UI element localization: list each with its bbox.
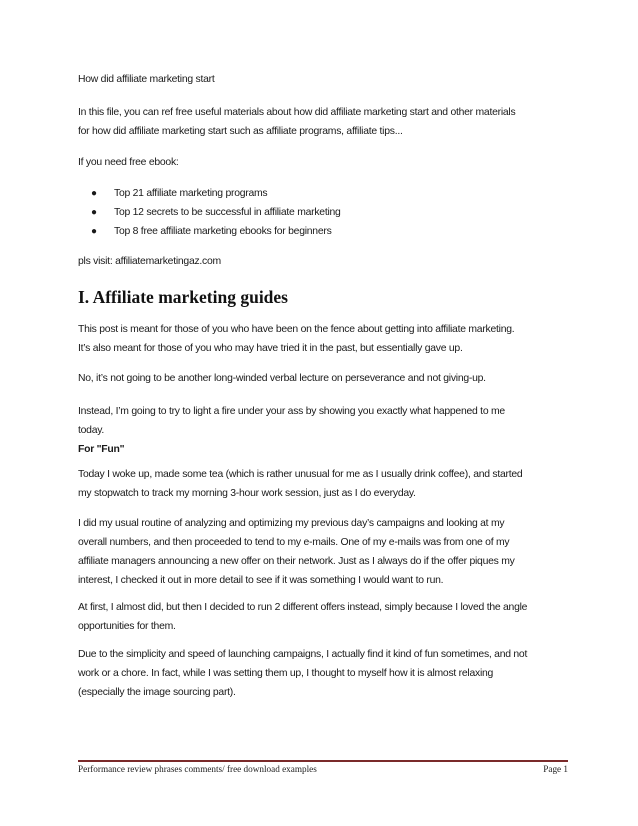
page-number: Page 1: [543, 764, 568, 774]
ebook-prompt: If you need free ebook:: [78, 157, 179, 168]
list-item: ● Top 8 free affiliate marketing ebooks for beginners: [78, 222, 568, 241]
paragraph-7: Due to the simplicity and speed of launching campaigns, I actually find it kind of fun sometimes, and not work or a chore. In fact, while I was setting them up, I thought to myself how it is almost relaxing (especially the image sourcing part).: [78, 649, 528, 698]
bullet-icon: ●: [91, 207, 97, 218]
paragraph-5: I did my usual routine of analyzing and optimizing my previous day’s campaigns and looking at my overall numbers, and then proceeded to tend to my e-mails. One of my e-mails was from one of my affiliate managers announcing a new offer on their network. Just as I always do if the offer piques my interest, I checked it out in more detail to see if it was something I would want to run.: [78, 518, 515, 586]
bullet-icon: ●: [91, 188, 97, 199]
paragraph-1: This post is meant for those of you who have been on the fence about getting into affiliate marketing. It’s also meant for those of you who may have tried it in the past, but essentially gave up.: [78, 324, 515, 354]
bullet-icon: ●: [91, 226, 97, 237]
section-heading: I. Affiliate marketing guides: [78, 287, 288, 307]
visit-line: pls visit: affiliatemarketingaz.com: [78, 256, 221, 267]
paragraph-2: No, it’s not going to be another long-winded verbal lecture on perseverance and not giving-up.: [78, 373, 486, 384]
footer-title: Performance review phrases comments/ free download examples: [78, 764, 317, 774]
list-item: ● Top 21 affiliate marketing programs: [78, 184, 568, 203]
paragraph-6: At first, I almost did, but then I decided to run 2 different offers instead, simply because I loved the angle opportunities for them.: [78, 602, 528, 632]
intro-paragraph: [78, 103, 568, 141]
intro-line-1: In this file, you can ref free useful materials about how did affiliate marketing start and other materials: [78, 107, 516, 118]
intro-line-2: for how did affiliate marketing start such as affiliate programs, affiliate tips...: [78, 126, 403, 137]
paragraph-4: Today I woke up, made some tea (which is rather unusual for me as I usually drink coffee), and started my stopwatch to track my morning 3-hour work session, just as I do everyday.: [78, 469, 523, 499]
paragraph-3: Instead, I’m going to try to light a fire under your ass by showing you exactly what happened to me today. For "Fun": [78, 402, 568, 459]
footer-divider: [78, 760, 568, 762]
ebook-list: [78, 184, 568, 241]
list-item: ● Top 12 secrets to be successful in affiliate marketing: [78, 203, 568, 222]
intro-title: How did affiliate marketing start: [78, 74, 215, 85]
bold-subheading: For "Fun": [78, 444, 125, 455]
